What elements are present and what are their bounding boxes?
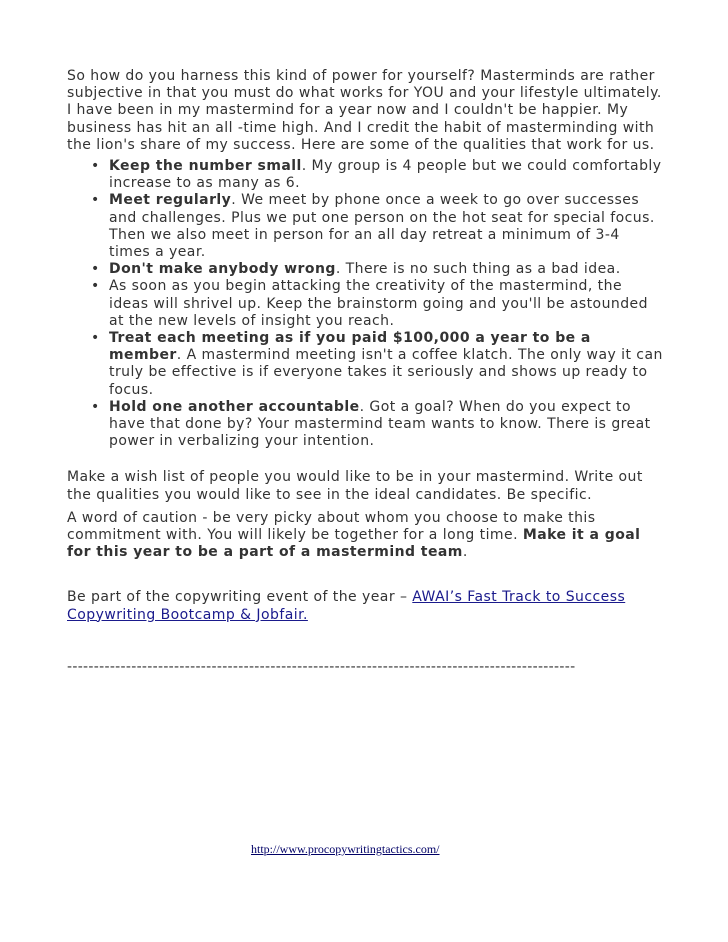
item-heading: Treat each meeting as if you paid $100,000 a year to be a member — [109, 330, 591, 364]
list-item — [109, 158, 663, 192]
bootcamp-text: Be part of the copywriting event of the year – — [67, 589, 413, 606]
list-item — [109, 330, 663, 399]
item-heading: Meet regularly — [109, 192, 232, 209]
caution-paragraph — [67, 510, 663, 562]
item-heading: Don't make anybody wrong — [109, 261, 336, 278]
caution-emphasis: Make it a goal for this year to be a part of a mastermind team — [67, 527, 641, 561]
divider-line: ----------------------------------------------------------------------------------------------- — [67, 659, 576, 675]
item-text: . Got a goal? When do you expect to have that done by? Your mastermind team wants to know. There is great power in verbalizing your intention. — [109, 398, 651, 450]
caution-end: . — [462, 544, 468, 561]
item-text: . There is no such thing as a bad idea. — [335, 261, 621, 278]
list-item — [109, 261, 663, 278]
item-heading: Hold one another accountable — [109, 398, 360, 415]
item-text: . My group is 4 people but we could comfortably increase to as many as 6. — [109, 158, 662, 192]
item-text: . We meet by phone once a week to go over successes and challenges. Plus we put one person on the hot seat for special focus. Then we also meet in person for an all day retreat a minimum of 3-4 times a year. — [109, 192, 655, 261]
item-text: As soon as you begin attacking the creativity of the mastermind, the ideas will shrivel up. Keep the brainstorm going and you'll be astounded at the new levels of insight you reach. — [109, 278, 648, 329]
qualities-list — [67, 158, 663, 450]
wishlist-paragraph: Make a wish list of people you would like to be in your mastermind. Write out the qualities you would like to see in the ideal candidates. Be specific. — [67, 469, 643, 503]
list-item — [109, 399, 663, 451]
list-item — [109, 192, 663, 261]
footer-url-link[interactable]: http://www.procopywritingtactics.com/ — [251, 842, 440, 856]
caution-text: A word of caution - be very picky about whom you choose to make this commitment with. You will likely be together for a long time. — [67, 509, 596, 544]
list-item — [109, 278, 663, 330]
article-body — [67, 68, 663, 624]
item-heading: Keep the number small — [109, 158, 302, 175]
item-text: . A mastermind meeting isn't a coffee klatch. The only way it can truly be effective is if everyone takes it seriously and shows up ready to focus. — [109, 347, 663, 398]
intro-paragraph: So how do you harness this kind of power for yourself? Masterminds are rather subjective in that you must do what works for YOU and your lifestyle ultimately. I have been in my mastermind for a year now and I couldn't be happier. My business has hit an all -time high. And I credit the habit of masterminding with the lion's share of my success. Here are some of the qualities that work for us. — [67, 68, 662, 153]
bootcamp-paragraph — [67, 589, 663, 623]
bootcamp-link[interactable]: AWAI’s Fast Track to Success Copywriting Bootcamp & Jobfair. — [67, 589, 626, 623]
